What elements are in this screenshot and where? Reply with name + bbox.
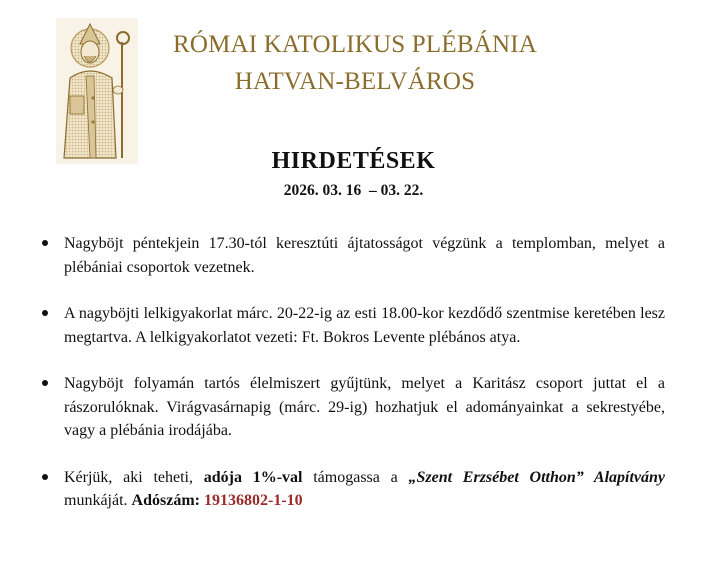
date-range: 2026. 03. 16 – 03. 22. (283, 182, 424, 199)
saint-bishop-figure-icon (56, 18, 138, 164)
bullet-icon (42, 474, 48, 480)
tax-number-label: Adószám: (131, 492, 204, 509)
parish-name: RÓMAI KATOLIKUS PLÉBÁNIA (172, 31, 538, 58)
announcement-item (38, 302, 665, 349)
donation-text-intro: Kérjük, aki teheti, (64, 468, 204, 486)
donation-text-mid: támogassa a (302, 468, 409, 486)
foundation-name: „Szent Erzsébet Otthon” Alapítvány (408, 468, 666, 486)
announcement-text: A nagyböjti lelkigyakorlat márc. 20-22-ig az esti 18.00-kor kezdődő szentmise keretében lesz megtartva. A lelkigyakorlatot vezeti: Ft. Bokros Levente plébános atya. (64, 305, 665, 346)
tax-percentage-text: adója 1%-val (203, 468, 303, 486)
donation-text-end: munkáját. (64, 492, 132, 509)
announcement-list (38, 232, 665, 536)
tax-number-value: 19136802-1-10 (203, 492, 303, 509)
announcement-item (38, 232, 665, 279)
parish-logo (56, 18, 138, 164)
announcement-text: Nagyböjt folyamán tartós élelmiszert gyűjtünk, melyet a Karitász csoport juttat el a rászorulóknak. Virágvasárnapig (márc. 29-ig) hozhatjuk el adományainkat a sekrestyébe, vagy a plébánia irodájába. (64, 375, 665, 439)
parish-location: HATVAN-BELVÁROS (234, 68, 476, 95)
page-title: HIRDETÉSEK (271, 148, 436, 174)
announcement-text: Nagyböjt péntekjein 17.30-tól keresztúti ájtatosságot végzünk a templomban, melyet a plébániai csoportok vezetnek. (64, 235, 665, 276)
announcement-item (38, 372, 665, 443)
bullet-icon (42, 240, 48, 246)
announcement-item (38, 466, 665, 513)
bullet-icon (42, 380, 48, 386)
bullet-icon (42, 310, 48, 316)
parish-header (140, 26, 570, 100)
